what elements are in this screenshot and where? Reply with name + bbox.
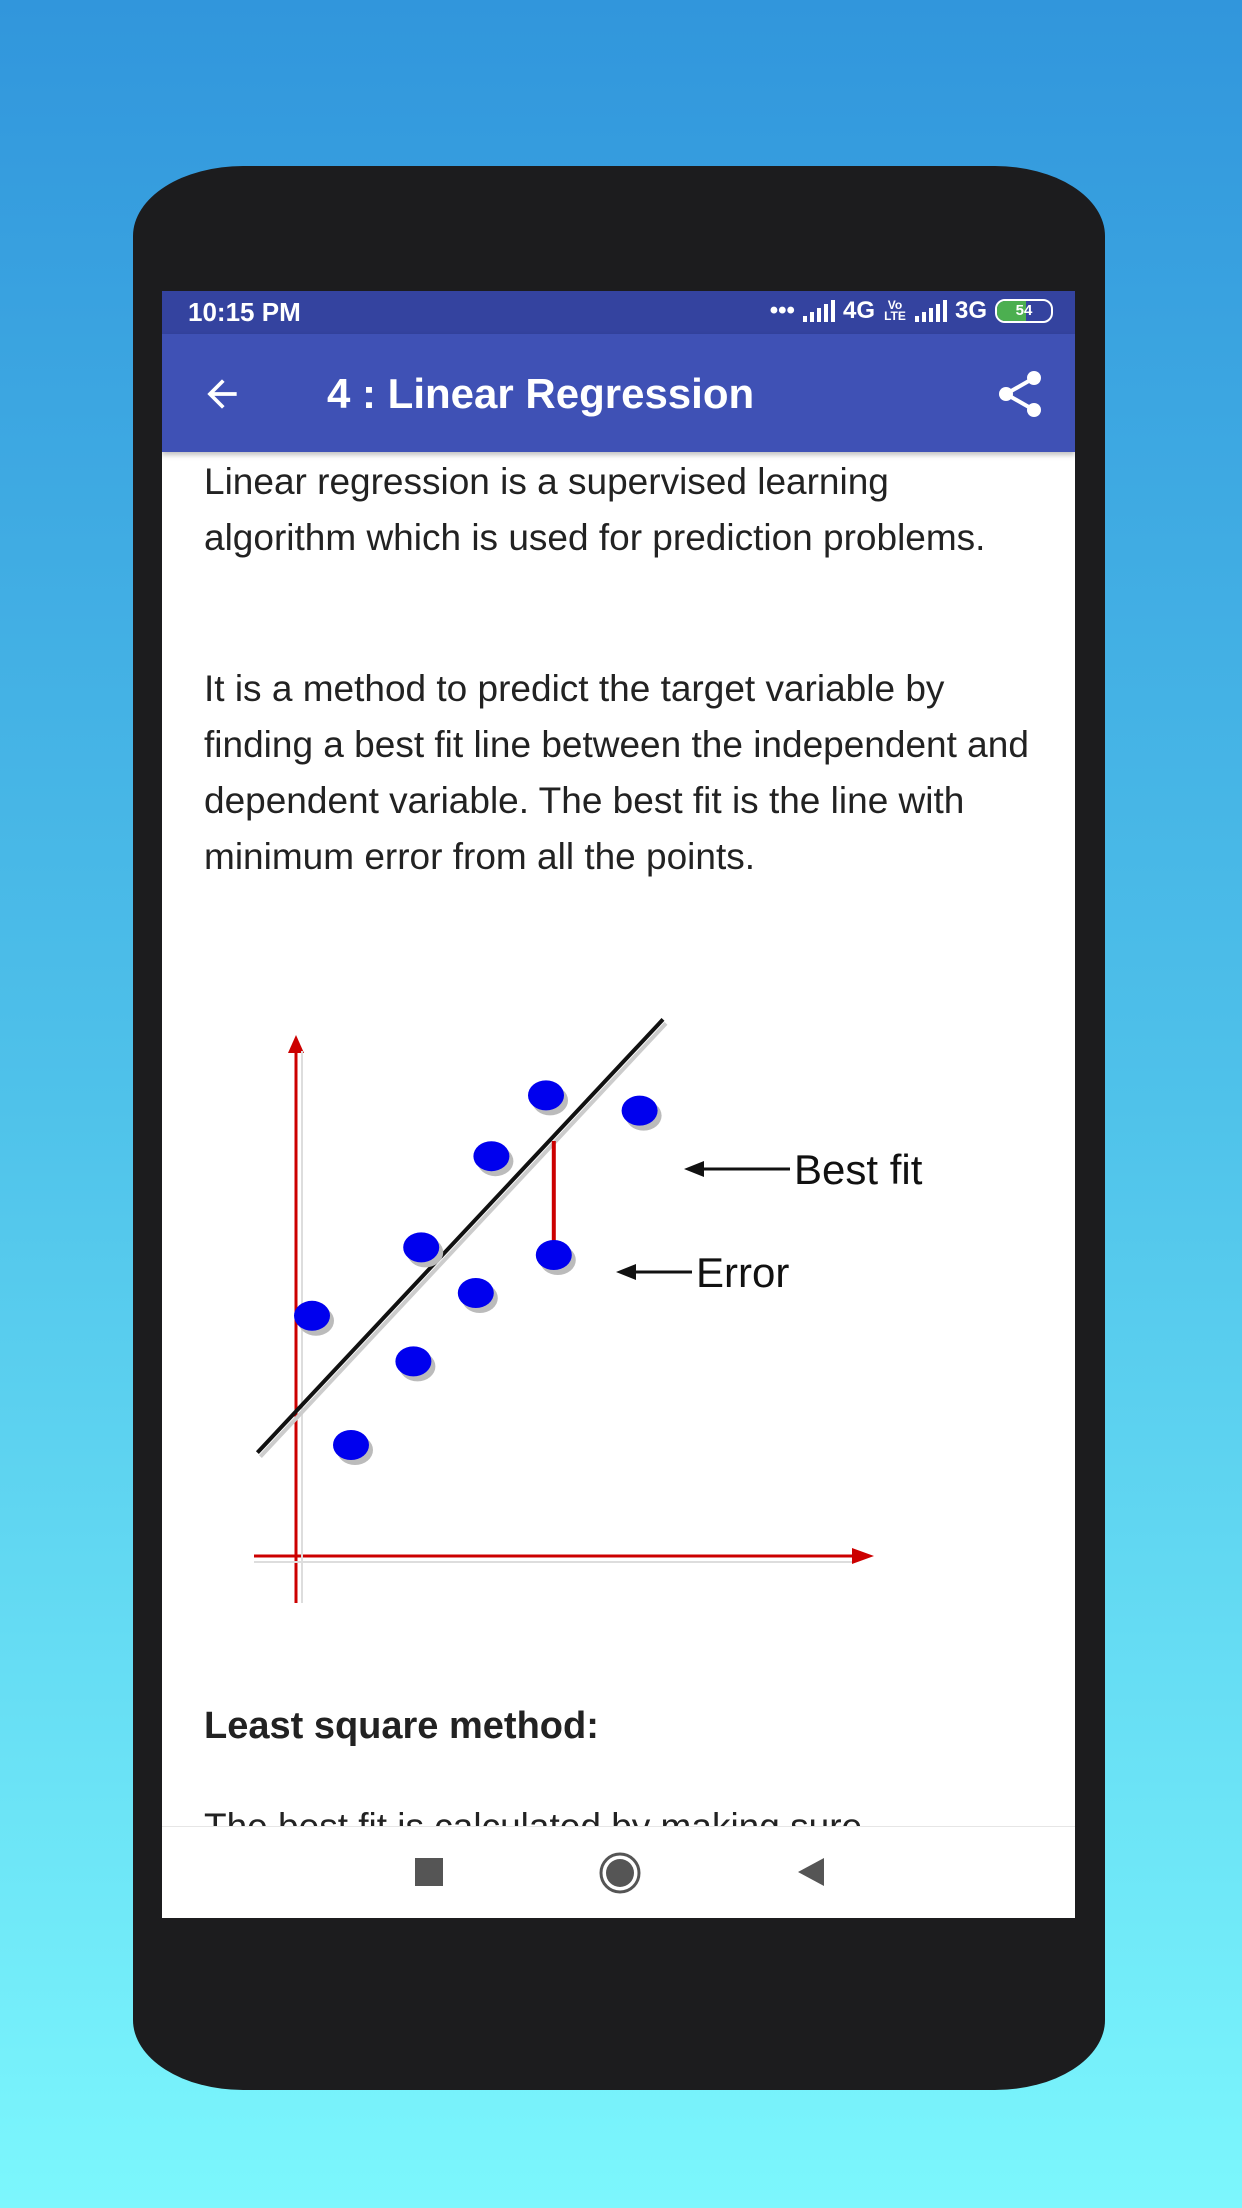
network-type-4g: 4G <box>842 297 875 324</box>
chart-marks <box>257 1019 666 1465</box>
data-point <box>622 1096 658 1126</box>
arrow-left-icon[interactable] <box>200 372 244 416</box>
square-recents-icon[interactable] <box>412 1855 446 1889</box>
x-axis-arrow <box>852 1548 874 1564</box>
notification-dots-icon: ••• <box>769 297 795 324</box>
section-heading: Least square method: <box>204 1705 599 1747</box>
y-axis-arrow <box>288 1035 304 1053</box>
data-point <box>458 1278 494 1308</box>
data-point <box>333 1430 369 1460</box>
triangle-back-icon[interactable] <box>794 1855 828 1889</box>
circle-home-icon[interactable] <box>598 1851 642 1895</box>
data-point <box>395 1346 431 1376</box>
best-fit-annotation <box>684 1146 923 1193</box>
phone-screen <box>162 291 1075 1918</box>
navigation-bar <box>162 1827 1075 1918</box>
description-paragraph: It is a method to predict the target variable by finding a best fit line between the independent and dependent variable. The best fit is the line with minimum error from all the points. <box>204 668 1029 877</box>
data-point <box>536 1240 572 1270</box>
intro-paragraph: Linear regression is a supervised learning algorithm which is used for prediction problems. <box>204 461 986 558</box>
data-point <box>473 1141 509 1171</box>
best-fit-line-shadow <box>260 1023 666 1456</box>
best-fit-arrow-head <box>684 1161 704 1177</box>
data-point <box>403 1232 439 1262</box>
error-label: Error <box>696 1249 790 1296</box>
best-fit-label: Best fit <box>794 1146 923 1193</box>
error-annotation <box>616 1249 789 1296</box>
share-icon[interactable] <box>992 366 1048 422</box>
page-title: 4 : Linear Regression <box>327 370 755 417</box>
status-time: 10:15 PM <box>188 297 301 327</box>
data-point <box>294 1301 330 1331</box>
best-fit-line <box>257 1019 663 1452</box>
linear-regression-figure <box>162 291 1075 1918</box>
network-type-3g: 3G <box>954 297 987 324</box>
volte-icon: Vo LTE <box>884 298 906 323</box>
error-arrow-head <box>616 1264 636 1280</box>
battery-level: 54 <box>1015 302 1033 319</box>
chart-axes <box>254 1035 874 1603</box>
data-point <box>528 1080 564 1110</box>
app-bar <box>162 334 1075 452</box>
